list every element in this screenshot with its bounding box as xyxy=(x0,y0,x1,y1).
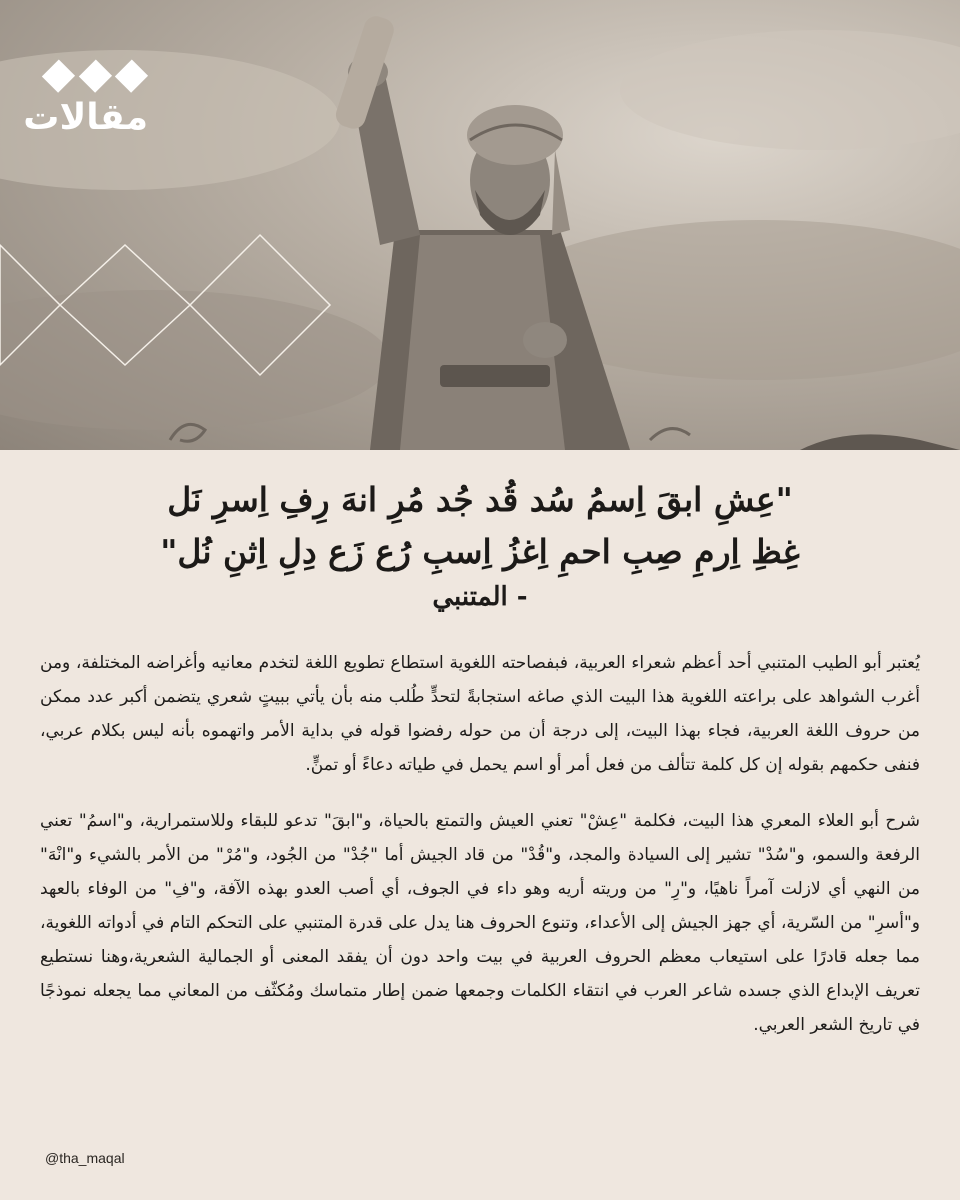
quote-author: - المتنبي xyxy=(432,582,528,612)
hero-image xyxy=(0,0,960,450)
article-content xyxy=(40,450,920,1200)
poem-quote xyxy=(40,474,920,578)
paragraph-intro: يُعتبر أبو الطيب المتنبي أحد أعظم شعراء العربية، فبفصاحته اللغوية استطاع تطويع اللغة لتخدم معانيه وأغراضه المختلفة، ومن أغرب الشواهد على براعته اللغوية هذا البيت الذي صاغه استجابةً لتحدٍّ طُلب منه بأن يأتي ببيتٍ شعري يتضمن أكبر عدد ممكن من حروف اللغة العربية، فجاء بهذا البيت، إلى درجة أن من حوله رفضوا قوله في بداية الأمر واتهموه بأنه ليس بكلام عربي، فنفى حكمهم بقوله إن كل كلمة تتألف من فعل أمر أو اسم يحمل في طياته دعاءً أو تمنٍّ. xyxy=(40,653,920,775)
brand-name: مقالات xyxy=(23,97,148,138)
brand-logo xyxy=(23,58,148,138)
social-handle: @tha_maqal xyxy=(45,1150,125,1166)
logo-diamonds-icon xyxy=(42,58,148,94)
paragraph-explanation: شرح أبو العلاء المعري هذا البيت، فكلمة "عِشْ" تعني العيش والتمتع بالحياة، و"ابقَ" تدعو للبقاء وللاستمرارية، و"اسمُ" تعني الرفعة والسمو، و"سُدْ" تشير إلى السيادة والمجد، و"قُدْ" من قاد الجيش أما "جُدْ" من الجُود، و"مُرْ" من الأمر بالشيء و"انْهَ" من النهي أي لازلت آمراً ناهيًا، و"رِ" من وريته أريه وهو داء في الجوف، أي أصب العدو بهذه الآفة، و"فِ" من الوفاء بالعهد و"أسرِ" من السّرية، أي جهز الجيش إلى الأعداء، وتنوع الحروف هنا يدل على قدرة المتنبي على التحكم التام في أدواته اللغوية، مما جعله قادرًا على استيعاب معظم الحروف العربية في بيت واحد دون أن يفقد المعنى أو الجمالية الشعرية،وهنا نستطيع تعريف الإبداع الذي جسده شاعر العرب في انتقاء الكلمات وجمعها ضمن إطار متماسك ومُكثّف من المعاني مما يجعله نموذجًا في تاريخ الشعر العربي. xyxy=(40,811,920,1035)
quote-line-2: غِظِ اِرمِ صِبِ احمِ اِغزُ اِسبِ رُع زَع دِلِ اِثنِ نُل" xyxy=(160,532,800,571)
quote-line-1: "عِشِ ابقَ اِسمُ سُد قُد جُد مُرِ انهَ رِفِ اِسرِ نَل xyxy=(167,480,793,519)
